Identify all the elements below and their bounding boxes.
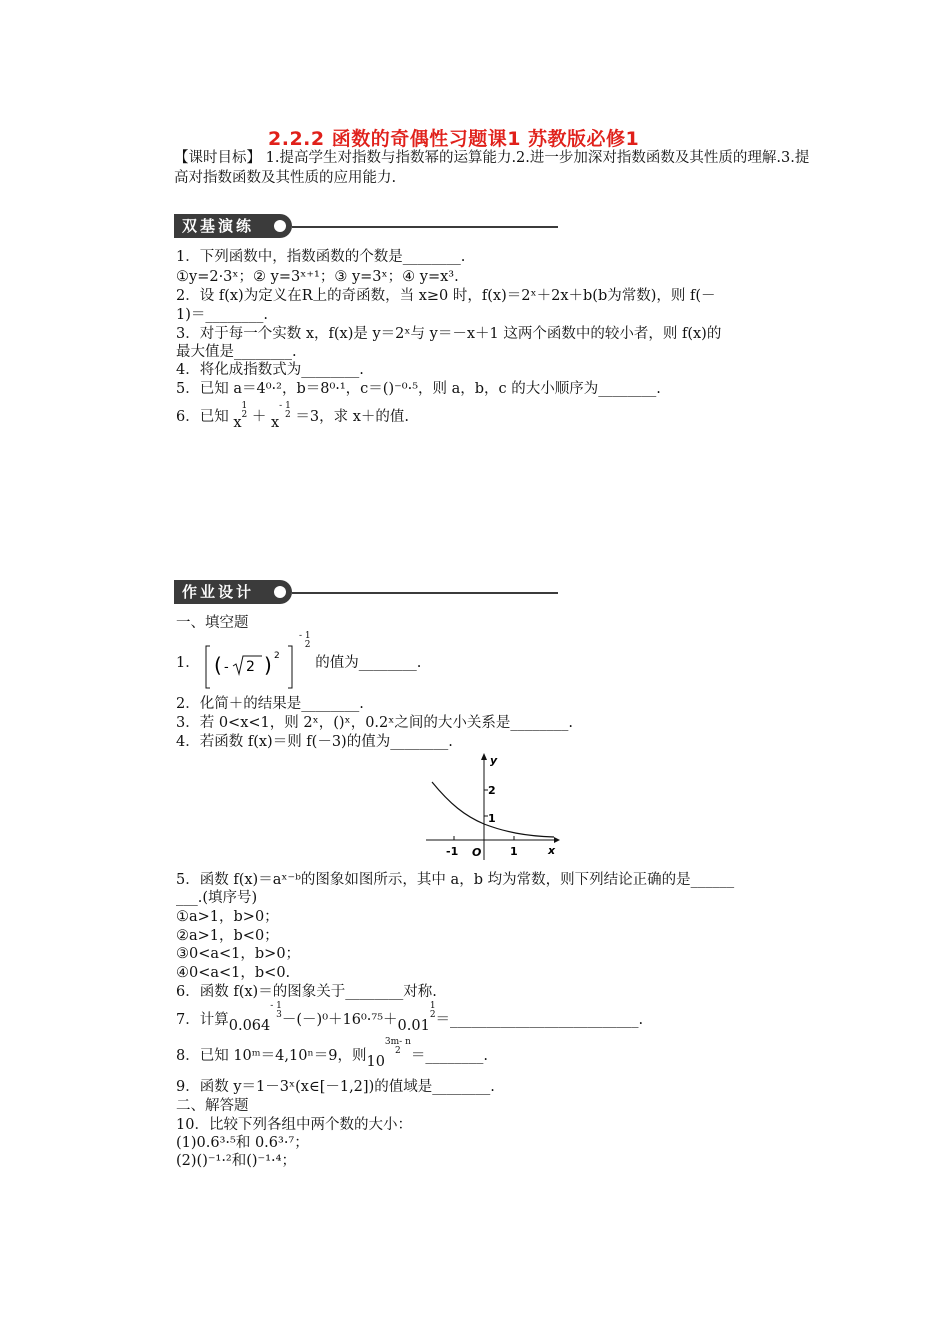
s2-question-3: 3．若 0<x<1，则 2ˣ，()ˣ，0.2ˣ之间的大小关系是________. [176,715,574,731]
y-tick-2: 2 [488,784,496,797]
y-axis-arrow-icon [481,753,487,760]
banner-rule [292,592,558,594]
banner-dot-icon [274,586,286,598]
s1-question-3-cont: 最大值是________. [176,344,297,360]
y-tick-1: 1 [488,812,496,825]
s1-question-6: 6．已知 x1 2 ＋ x- 1 2 ＝3，求 x＋的值. [176,401,410,431]
s2-question-4: 4．若函数 f(x)＝则 f(－3)的值为________. [176,734,453,750]
s2-question-7: 7．计算0.064- 1 3－(－)⁰＋16⁰·⁷⁵＋0.011 2＝__________________________. [176,1001,644,1034]
section-banner-basics [174,214,558,238]
goal-text: 1.提高学生对指数与指数幂的运算能力.2.进一步加深对指数函数及其性质的理解.3.提高对指数函数及其性质的应用能力. [174,150,810,186]
s2-question-5: 5．函数 f(x)＝aˣ⁻ᵇ的图象如图所示，其中 a，b 均为常数，则下列结论正确的是______ [176,872,735,888]
s1-question-2: 2．设 f(x)为定义在R上的奇函数，当 x≥0 时，f(x)＝2ˣ＋2x＋b(b为常数)，则 f(－ [176,288,716,304]
s2-question-8: 8．已知 10ᵐ＝4,10ⁿ＝9，则103m- n 2 ＝________. [176,1037,488,1070]
x-label: x [548,844,556,857]
s2-question-10-1: (1)0.6³·⁵和 0.6³·⁷； [176,1135,309,1151]
s1-question-2-cont: 1)＝________. [176,307,268,323]
banner-dot-icon [274,220,286,232]
part-1-heading: 一、填空题 [176,615,249,631]
s2-question-1: 1． ( - 2 ) 2 - 1 2 的值为________. [176,644,421,690]
s1-question-5: 5．已知 a＝4⁰·²，b＝8⁰·¹，c＝()⁻⁰·⁵，则 a，b，c 的大小顺序为________. [176,381,661,397]
x-axis-arrow-icon [554,837,560,843]
svg-text:(: ( [214,653,223,677]
x-half-power: x [233,415,242,431]
y-label: y [490,754,498,767]
x-tick-1: 1 [510,845,518,858]
s1-question-4: 4．将化成指数式为________. [176,362,364,378]
s2-q5-option-4: ④0<a<1，b<0. [176,965,291,981]
s2-question-9: 9．函数 y＝1－3ˣ(x∈[－1,2])的值域是________. [176,1079,495,1095]
s2-question-5-cont: ___.(填序号) [176,890,258,906]
banner-label: 作业设计 [182,583,255,601]
x-tick-neg1: -1 [446,845,459,858]
s1-question-1-options: ①y=2·3ˣ；② y=3ˣ⁺¹；③ y=3ˣ；④ y=x³. [176,269,459,285]
svg-text:2: 2 [274,651,281,661]
s2-question-10: 10．比较下列各组中两个数的大小： [176,1117,412,1133]
bracket-sqrt-expression [204,644,294,690]
part-2-heading: 二、解答题 [176,1098,249,1114]
svg-text:-: - [224,660,230,675]
page-title: 2.2.2 函数的奇偶性习题课1 苏教版必修1 [268,128,640,150]
s2-question-10-2: (2)()⁻¹·²和()⁻¹·⁴； [176,1153,296,1169]
banner-rule [292,226,558,228]
lesson-goal [174,148,814,188]
s2-q5-option-3: ③0<a<1，b>0； [176,946,301,962]
s1-question-3: 3．对于每一个实数 x，f(x)是 y＝2ˣ与 y＝－x＋1 这两个函数中的较小者，则 f(x)的 [176,326,722,342]
svg-text:): ) [264,653,273,677]
s2-question-6: 6．函数 f(x)＝的图象关于________对称. [176,984,437,1000]
exponential-graph [420,752,565,864]
banner-label: 双基演练 [182,217,255,235]
s2-q5-option-2: ②a>1，b<0； [176,928,279,944]
s2-q5-option-1: ①a>1，b>0； [176,909,279,925]
origin-label: O [472,846,482,859]
goal-label: 【课时目标】 [174,150,261,166]
s2-question-2: 2．化简＋的结果是________. [176,696,364,712]
section-banner-homework [174,580,558,604]
s1-question-1: 1．下列函数中，指数函数的个数是________. [176,249,466,265]
svg-text:2: 2 [246,659,256,675]
